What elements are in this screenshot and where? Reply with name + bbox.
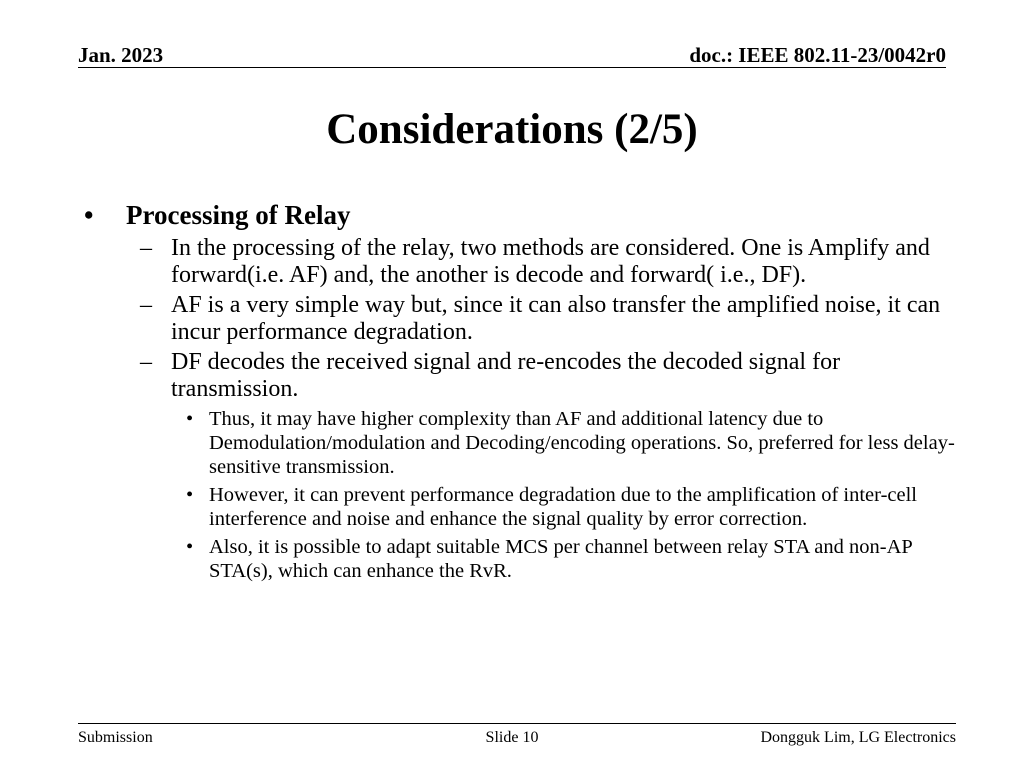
bullet-dot-icon: • xyxy=(84,200,94,230)
bullet-text: Processing of Relay xyxy=(126,200,351,230)
footer-author: Dongguk Lim, LG Electronics xyxy=(760,729,956,746)
slide-body xyxy=(84,198,964,583)
bullet-processing-of-relay xyxy=(84,198,964,232)
bullet-dot-icon: • xyxy=(186,536,194,558)
header-divider xyxy=(78,67,946,68)
sub-bullet-methods xyxy=(84,235,964,289)
sub-bullet-af xyxy=(84,292,964,346)
sub-sub-bullet-text: Thus, it may have higher complexity than AF and additional latency due to Demodulation/modulation and Decoding/encoding operations. So, preferred for less delay-sensitive transmission. xyxy=(209,408,955,478)
sub-bullet-df xyxy=(84,349,964,403)
bullet-dot-icon: • xyxy=(186,408,194,430)
footer-divider xyxy=(78,723,956,724)
dash-icon: – xyxy=(140,349,152,375)
footer-submission: Submission xyxy=(78,729,153,746)
dash-icon: – xyxy=(140,235,152,261)
dash-icon: – xyxy=(140,292,152,318)
sub-sub-bullet-prevent-degradation xyxy=(84,483,964,531)
sub-sub-bullet-mcs xyxy=(84,535,964,583)
bullet-dot-icon: • xyxy=(186,484,194,506)
sub-sub-bullet-complexity xyxy=(84,407,964,479)
sub-sub-bullet-text: However, it can prevent performance degradation due to the amplification of inter-cell interference and noise and enhance the signal quality by error correction. xyxy=(209,484,917,530)
sub-bullet-text: AF is a very simple way but, since it can also transfer the amplified noise, it can incur performance degradation. xyxy=(171,292,941,345)
sub-bullet-text: In the processing of the relay, two methods are considered. One is Amplify and forward(i.e. AF) and, the another is decode and forward( i.e., DF). xyxy=(171,235,930,288)
slide-title: Considerations (2/5) xyxy=(326,106,698,153)
footer-slide-number: Slide 10 xyxy=(485,729,539,746)
header-doc-id: doc.: IEEE 802.11-23/0042r0 xyxy=(689,43,946,67)
header-date: Jan. 2023 xyxy=(78,43,164,67)
sub-bullet-text: DF decodes the received signal and re-encodes the decoded signal for transmission. xyxy=(171,349,841,402)
sub-sub-bullet-text: Also, it is possible to adapt suitable MCS per channel between relay STA and non-AP STA(s), which can enhance the RvR. xyxy=(209,536,913,582)
